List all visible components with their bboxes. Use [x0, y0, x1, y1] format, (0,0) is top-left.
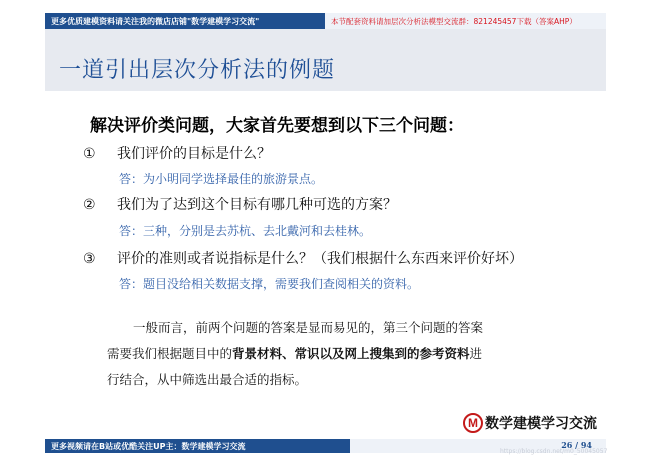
paragraph-text: 需要我们根据题目中的 [107, 346, 233, 361]
section-heading: 解决评价类问题，大家首先要想到以下三个问题： [90, 116, 464, 136]
paragraph-line-3: 行结合，从中筛选出最合适的指标。 [107, 372, 308, 387]
question-number: ② [83, 197, 96, 213]
logo-text: 数学建模学习交流 [485, 416, 597, 432]
slide-title: 一道引出层次分析法的例题 [59, 58, 336, 83]
question-1 [83, 143, 271, 163]
answer-1: 答：为小明同学选择最佳的旅游景点。 [119, 172, 324, 186]
logo-m-icon: M [463, 413, 483, 433]
title-bar [45, 29, 606, 91]
watermark: https://blog.csdn.net/m0_50045057 [500, 448, 608, 455]
paragraph-bold-text: 背景材料、常识以及网上搜集到的参考资料 [232, 346, 470, 361]
paragraph-line-1: 一般而言，前两个问题的答案是显而易见的，第三个问题的答案 [133, 320, 484, 335]
question-number: ① [83, 146, 96, 162]
question-text: 我们为了达到这个目标有哪几种可选的方案？ [117, 197, 397, 213]
question-number: ③ [83, 251, 96, 267]
answer-2: 答：三种，分别是去苏杭、去北戴河和去桂林。 [119, 224, 372, 238]
brand-logo [463, 413, 597, 433]
paragraph-line-2 [107, 344, 482, 362]
bottom-banner-left: 更多视频请在B站或优酷关注UP主：数学建模学习交流 [45, 439, 350, 453]
question-2 [83, 194, 397, 214]
question-text: 评价的准则或者说指标是什么？（我们根据什么东西来评价好坏） [117, 251, 523, 267]
top-banner-left: 更多优质建模资料请关注我的微店店铺"数学建模学习交流" [45, 13, 325, 29]
question-3 [83, 248, 523, 268]
page-number: 26 / 94 [561, 440, 592, 450]
top-banner [45, 13, 606, 29]
slide [45, 13, 606, 451]
top-banner-right: 本节配套资料请加层次分析法模型交流群：821245457下载（答案AHP） [325, 13, 606, 29]
question-text: 我们评价的目标是什么？ [117, 146, 271, 162]
paragraph-text: 进 [469, 346, 483, 361]
answer-3: 答：题目没给相关数据支撑，需要我们查阅相关的资料。 [119, 277, 420, 291]
